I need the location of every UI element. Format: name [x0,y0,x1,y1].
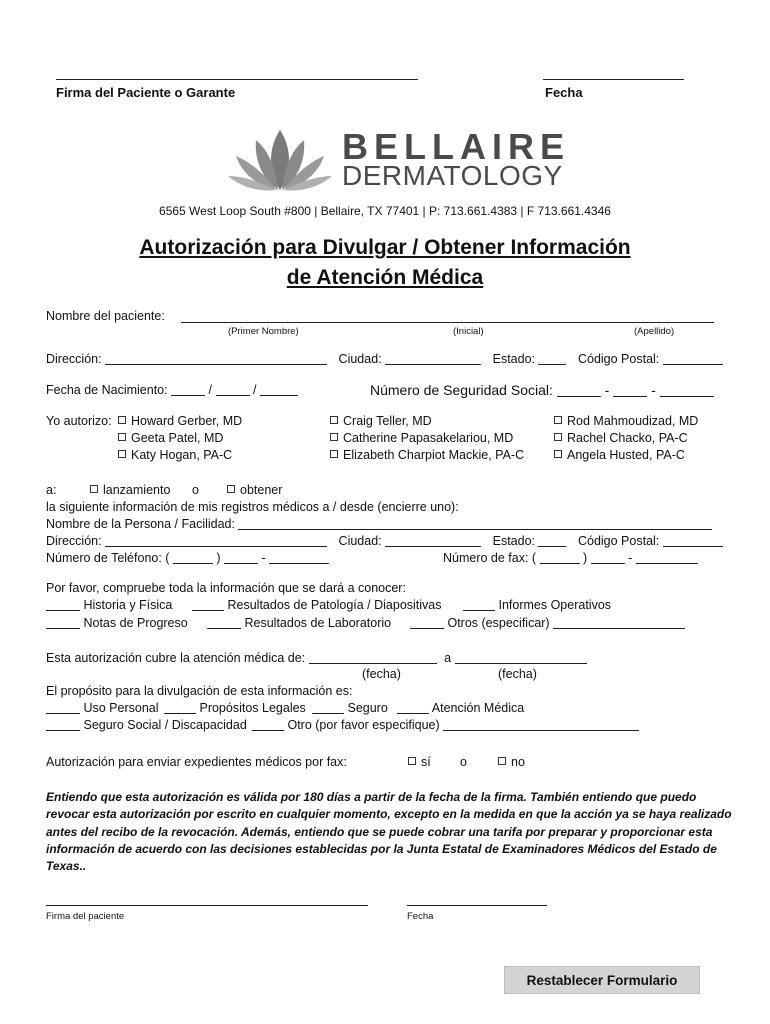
authorize-label: Yo autorizo: [46,414,112,428]
facility-name-label: Nombre de la Persona / Facilidad: [46,517,235,531]
patient-name-label: Nombre del paciente: [46,309,165,323]
address-field[interactable] [105,353,327,365]
logo-wordmark-dermatology: DERMATOLOGY [342,160,563,191]
purpose-item[interactable]: Otro (por favor especifique) [252,718,639,732]
checkbox[interactable] [118,433,126,441]
provider-option[interactable]: Howard Gerber, MD [118,414,242,428]
dob-row: Fecha de Nacimiento: / / [46,383,298,397]
ssn-part3-field[interactable] [660,385,714,397]
purpose-item[interactable]: Uso Personal [46,701,159,715]
checkbox[interactable] [330,433,338,441]
check-blank[interactable] [46,702,80,714]
fax-prefix-field[interactable] [591,552,625,564]
checkbox[interactable] [498,757,506,765]
city-label: Ciudad: [338,352,382,366]
state-label: Estado: [492,352,535,366]
facility-state-field[interactable] [538,535,566,547]
consent-statement: Entiendo que esta autorización es válida por 180 días a partir de la fecha de la firma. También entiendo que puedo revocar esta autorización por escrito en cualquier momento, excepto en la medida en que la acción ya se haya realizado antes del recibo de la revocación. Además, entiendo que se puede cobrar una tarifa por preparar y proporcionar esta información de acuerdo con las decisiones establecidas por la Junta Estatal de Examinadores Médicos del Estado de Texas.. [46,790,732,874]
check-blank[interactable] [410,617,444,629]
bottom-date-label: Fecha [407,911,434,922]
info-item[interactable]: Resultados de Laboratorio [207,616,391,630]
bottom-patient-signature-label: Firma del paciente [46,911,125,922]
check-blank[interactable] [252,719,284,731]
checkbox[interactable] [330,450,338,458]
info-intro: Por favor, compruebe toda la información que se dará a conocer: [46,581,406,595]
reset-form-button[interactable]: Restablecer Formulario [504,966,700,994]
logo-wordmark-bellaire: BELLAIRE [342,126,570,167]
info-item[interactable]: Resultados de Patología / Diapositivas [192,598,442,612]
purpose-item[interactable]: Atención Médica [397,701,524,715]
form-title-line2: de Atención Médica [286,266,484,289]
bottom-date-line[interactable] [407,905,547,906]
checkbox[interactable] [554,416,562,424]
purpose-item[interactable]: Seguro Social / Discapacidad [46,718,247,732]
ssn-part1-field[interactable] [557,385,601,397]
address-row [46,352,723,366]
provider-option[interactable]: Rachel Chacko, PA-C [554,431,688,445]
fax-or: o [460,755,467,769]
obtain-option[interactable]: obtener [227,483,282,497]
provider-option[interactable]: Elizabeth Charpiot Mackie, PA-C [330,448,524,462]
contact-info: 6565 West Loop South #800 | Bellaire, TX 77401 | P: 713.661.4383 | F 713.661.4346 [159,204,611,218]
first-name-caption: (Primer Nombre) [228,326,299,337]
signature-date-label: Fecha [545,85,583,100]
check-blank[interactable] [46,719,80,731]
dob-day-field[interactable] [216,384,250,396]
info-item[interactable]: Otros (especificar) [410,616,685,630]
address-label: Dirección: [46,352,102,366]
patient-signature-label: Firma del Paciente o Garante [56,85,236,100]
coverage-from-field[interactable] [309,652,437,664]
dob-year-field[interactable] [260,384,298,396]
patient-signature-line[interactable] [56,79,418,80]
check-blank[interactable] [164,702,196,714]
last-name-caption: (Apellido) [634,326,675,337]
checkbox[interactable] [408,757,416,765]
fax-no-option[interactable]: no [498,755,525,769]
facility-fax-row: Número de fax: ( ) - [443,551,698,565]
facility-name-field[interactable] [238,518,712,530]
ssn-row: Número de Seguridad Social: - - [370,382,714,398]
purpose-item[interactable]: Seguro [312,701,388,715]
other-specify-field[interactable] [553,617,685,629]
initial-caption: (Inicial) [453,326,484,337]
checkbox[interactable] [554,450,562,458]
bottom-patient-signature-line[interactable] [46,905,368,906]
checkbox[interactable] [118,416,126,424]
action-prefix: a: [46,483,57,497]
facility-city-label: Ciudad: [338,534,382,548]
phone-line-field[interactable] [269,552,329,564]
fax-line-field[interactable] [636,552,698,564]
coverage-label: Esta autorización cubre la atención médica de: [46,651,306,665]
ssn-label: Número de Seguridad Social: [370,382,553,398]
signature-date-line[interactable] [543,79,684,80]
facility-address-label: Dirección: [46,534,102,548]
checkbox[interactable] [227,485,235,493]
purpose-item[interactable]: Propósitos Legales [164,701,306,715]
provider-option[interactable]: Geeta Patel, MD [118,431,223,445]
ssn-part2-field[interactable] [613,385,647,397]
purpose-intro: El propósito para la divulgación de esta información es: [46,684,353,698]
provider-option[interactable]: Catherine Papasakelariou, MD [330,431,513,445]
state-field[interactable] [538,353,566,365]
info-item[interactable]: Historia y Física [46,598,172,612]
lotus-logo-icon [228,126,332,192]
facility-city-field[interactable] [385,535,481,547]
coverage-to-field[interactable] [455,652,587,664]
zip-field[interactable] [663,353,723,365]
dob-label: Fecha de Nacimiento: [46,383,168,397]
check-blank[interactable] [312,702,344,714]
facility-address-field[interactable] [105,535,327,547]
check-blank[interactable] [46,617,80,629]
fax-yes-option[interactable]: sí [408,755,431,769]
dob-month-field[interactable] [171,384,205,396]
fax-area-field[interactable] [540,552,580,564]
checkbox[interactable] [118,450,126,458]
release-option[interactable]: lanzamiento [90,483,170,497]
action-or: o [192,483,199,497]
info-item[interactable]: Notas de Progreso [46,616,188,630]
facility-name-row [46,517,712,531]
provider-option[interactable]: Katy Hogan, PA-C [118,448,232,462]
coverage-to-label: a [444,651,452,665]
checkbox[interactable] [554,433,562,441]
records-text: la siguiente información de mis registros médicos a / desde (encierre uno): [46,500,459,514]
facility-fax-label: Número de fax: ( [443,551,537,565]
coverage-row [46,651,587,665]
fax-auth-label: Autorización para enviar expedientes médicos por fax: [46,755,347,769]
phone-area-field[interactable] [173,552,213,564]
coverage-date-caption: (fecha) [498,667,537,681]
provider-option[interactable]: Angela Husted, PA-C [554,448,685,462]
patient-name-field[interactable] [181,322,714,323]
other-purpose-field[interactable] [443,719,639,731]
facility-address-row [46,534,723,548]
zip-label: Código Postal: [577,352,660,366]
provider-option[interactable]: Craig Teller, MD [330,414,432,428]
city-field[interactable] [385,353,481,365]
checkbox[interactable] [330,416,338,424]
check-blank[interactable] [463,599,495,611]
facility-state-label: Estado: [492,534,535,548]
form-title-line1: Autorización para Divulgar / Obtener Información [139,236,631,259]
check-blank[interactable] [397,702,429,714]
facility-phone-label: Número de Teléfono: ( [46,551,170,565]
check-blank[interactable] [192,599,224,611]
facility-phone-row: Número de Teléfono: ( ) - [46,551,329,565]
provider-option[interactable]: Rod Mahmoudizad, MD [554,414,698,428]
facility-zip-label: Código Postal: [577,534,660,548]
check-blank[interactable] [207,617,241,629]
checkbox[interactable] [90,485,98,493]
info-item[interactable]: Informes Operativos [463,598,611,612]
check-blank[interactable] [46,599,80,611]
phone-prefix-field[interactable] [224,552,258,564]
facility-zip-field[interactable] [663,535,723,547]
coverage-date-caption: (fecha) [362,667,401,681]
